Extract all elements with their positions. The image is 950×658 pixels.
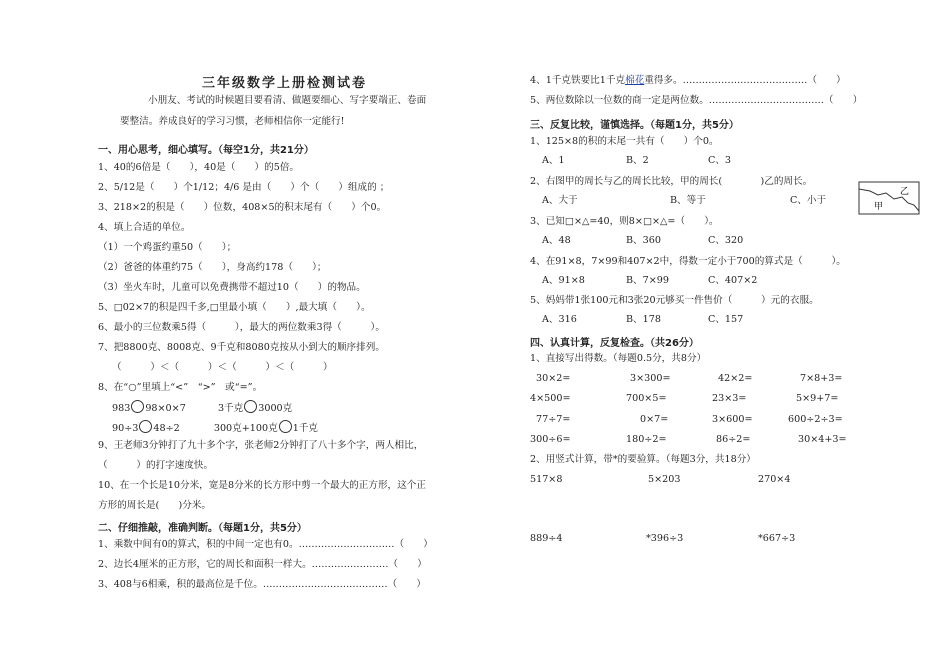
- compare-circle-3[interactable]: [139, 420, 152, 433]
- calc-cell: 86÷2=: [716, 434, 751, 445]
- section-2-header: 二、仔细推敲，准确判断。（每题1分，共5分）: [98, 523, 307, 534]
- compare-circle-1[interactable]: [131, 400, 144, 413]
- calc-cell: 5×9+7=: [796, 393, 839, 404]
- compare-1-left: 983: [112, 403, 131, 414]
- s3-q2-opt-b: B、等于: [670, 195, 706, 206]
- compare-2-left: 3千克: [217, 403, 244, 414]
- vertical-calc: 5×203: [648, 474, 681, 485]
- s3-q3-opt-a: A、48: [542, 235, 571, 246]
- s1-line-1: 1、40的6倍是（ ），40是（ ）的5倍。: [98, 162, 300, 173]
- s2-line-1: 1、乘数中间有0的算式，积的中间一定也有0。…………………………（ ）: [98, 539, 433, 550]
- s3-q2-opt-c: C、小于: [790, 195, 827, 206]
- s2-line-4: [530, 75, 846, 87]
- s3-q1: 1、125×8的积的末尾一共有（ ）个0。: [530, 136, 719, 147]
- vertical-calc: 270×4: [758, 474, 791, 485]
- vertical-calc: 889÷4: [530, 533, 563, 544]
- s2-line-4-post: 重得多。…………………………………（ ）: [644, 75, 846, 86]
- s2-line-5: 5、两位数除以一位数的商一定是两位数。………………………………（ ）: [530, 95, 863, 106]
- compare-row-2: [112, 420, 318, 435]
- label-yi: 乙: [900, 187, 910, 197]
- compare-4-left: 300克+100克: [213, 423, 278, 434]
- calc-cell: 30×4+3=: [798, 434, 847, 445]
- calc-cell: 23×3=: [712, 393, 747, 404]
- compare-circle-4[interactable]: [279, 420, 292, 433]
- s3-q5-opt-a: A、316: [542, 314, 577, 325]
- s1-line-11: （ ）＜（ ）＜（ ）＜（ ）: [112, 362, 333, 373]
- shape-figure: [858, 181, 920, 215]
- s3-q1-opt-b: B、2: [626, 155, 649, 166]
- calc-cell: 3×300=: [630, 373, 671, 384]
- compare-4-right: 1千克: [292, 423, 318, 434]
- calc-cell: 180÷2=: [626, 434, 667, 445]
- calc-cell: 42×2=: [718, 373, 753, 384]
- calc-cell: 30×2=: [536, 373, 571, 384]
- s3-q1-opt-a: A、1: [542, 155, 565, 166]
- s3-q5-opt-c: C、157: [708, 314, 744, 325]
- label-jia: 甲: [874, 202, 884, 212]
- s4-sub-2: 2、用竖式计算，带*的要验算。（每题3分，共18分）: [530, 454, 756, 465]
- s1-line-9: 6、最小的三位数乘5得（ ），最大的两位数乘3得（ ）。: [98, 322, 385, 333]
- s1-line-10: 7、把8800克、8008克、9千克和8080克按从小到大的顺序排列。: [98, 342, 385, 353]
- calc-cell: 3×600=: [712, 414, 753, 425]
- s3-q2: 2、右图甲的周长与乙的周长比较，甲的周长( )乙的周长。: [530, 176, 813, 187]
- cotton-link[interactable]: 棉花: [625, 75, 645, 86]
- intro-line-1: 小朋友、考试的时候题目要看清、做题要细心、写字要端正、卷面: [148, 95, 427, 106]
- s1-line-4: 4、填上合适的单位。: [98, 222, 191, 233]
- s2-line-2: 2、边长4厘米的正方形，它的周长和面积一样大。……………………（ ）: [98, 559, 427, 570]
- s3-q1-opt-c: C、3: [708, 155, 732, 166]
- calc-cell: 0×7=: [640, 414, 669, 425]
- s3-q3-opt-b: B、360: [626, 235, 661, 246]
- s3-q4-opt-b: B、7×99: [626, 275, 669, 286]
- s3-q4-opt-a: A、91×8: [542, 275, 585, 286]
- calc-cell: 4×500=: [530, 393, 571, 404]
- intro-line-2: 要整洁。养成良好的学习习惯，老师相信你一定能行!: [120, 116, 345, 127]
- s3-q5-opt-b: B、178: [626, 314, 661, 325]
- compare-row-1: [112, 400, 292, 415]
- s1-line-15: 10、在一个长是10分米，宽是8分米的长方形中剪一个最大的正方形，这个正: [98, 480, 426, 491]
- s1-line-3: 3、218×2的积是（ ）位数，408×5的积末尾有（ ）个0。: [98, 202, 387, 213]
- section-1-header: 一、用心思考，细心填写。（每空1分，共21分）: [98, 145, 314, 156]
- compare-1-right: 98×0×7: [145, 403, 186, 414]
- calc-cell: 700×5=: [626, 393, 667, 404]
- s2-line-4-pre: 4、1千克铁要比1千克: [530, 75, 626, 86]
- s3-q4-opt-c: C、407×2: [708, 275, 758, 286]
- s1-line-5: （1）一个鸡蛋约重50（ ）；: [98, 242, 237, 253]
- s1-line-7: （3）坐火车时，儿童可以免费携带不超过10（ ）的物品。: [98, 282, 366, 293]
- compare-circle-2[interactable]: [244, 400, 257, 413]
- calc-cell: 77÷7=: [536, 414, 571, 425]
- s1-line-13: 9、王老师3分钟打了九十多个字，张老师2分钟打了八十多个字，两人相比，: [98, 440, 424, 451]
- calc-cell: 600÷2÷3=: [788, 414, 843, 425]
- s1-line-6: （2）爸爸的体重约75（ ），身高约178（ ）；: [98, 262, 327, 273]
- vertical-calc: *667÷3: [758, 533, 796, 544]
- calc-cell: 300÷6=: [530, 434, 571, 445]
- section-3-header: 三、反复比较，谨慎选择。（每题1分，共5分）: [530, 120, 739, 131]
- s1-line-12: 8、在“○”里填上“<” “>” 或“=”。: [98, 382, 263, 393]
- calc-cell: 7×8+3=: [800, 373, 843, 384]
- page-title: 三年级数学上册检测试卷: [202, 76, 368, 91]
- compare-3-left: 90÷3: [112, 423, 139, 434]
- s1-line-14: （ ）的打字速度快。: [98, 460, 214, 471]
- s3-q5: 5、妈妈带1张100元和3张20元够买一件售价（ ）元的衣服。: [530, 295, 819, 306]
- s3-q3: 3、已知□×△=40，则8×□×△=（ ）。: [530, 216, 719, 227]
- s1-line-8: 5、□02×7的积是四千多,□里最小填（ ）,最大填（ ）。: [98, 302, 371, 313]
- s3-q2-opt-a: A、大于: [542, 195, 578, 206]
- s3-q4: 4、在91×8，7×99和407×2中，得数一定小于700的算式是（ ）。: [530, 256, 846, 267]
- s3-q3-opt-c: C、320: [708, 235, 744, 246]
- section-4-header: 四、认真计算，反复检查。（共26分）: [530, 338, 699, 349]
- s4-sub-1: 1、直接写出得数。（每题0.5分，共8分）: [530, 353, 707, 364]
- vertical-calc: 517×8: [530, 474, 563, 485]
- compare-2-right: 3000克: [258, 403, 293, 414]
- compare-3-right: 48÷2: [153, 423, 180, 434]
- s1-line-2: 2、5/12是（ ）个1/12；4/6 是由（ ）个（ ）组成的 ；: [98, 182, 390, 193]
- s1-line-16: 方形的周长是( )分米。: [98, 500, 212, 511]
- s2-line-3: 3、408与6相乘，积的最高位是千位。…………………………………（ ）: [98, 579, 426, 590]
- vertical-calc: *396÷3: [646, 533, 684, 544]
